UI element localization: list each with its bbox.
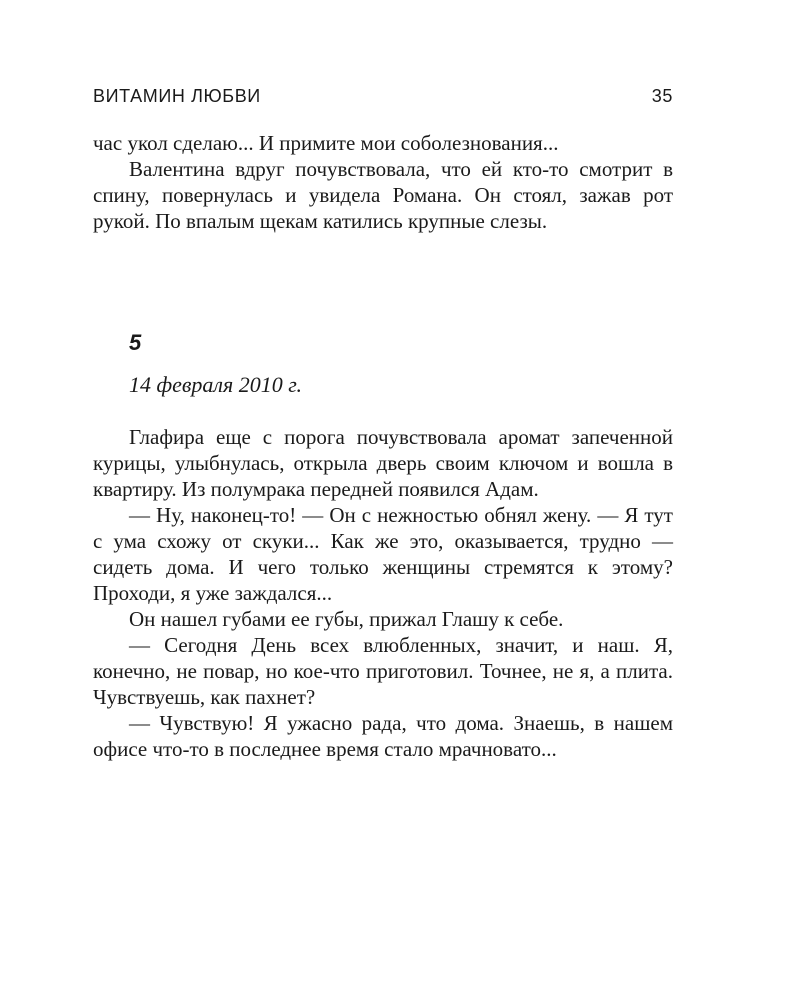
paragraph: Он нашел губами ее губы, прижал Глашу к себе. <box>129 607 564 631</box>
paragraph: Глафира еще с порога почувствовала аромат запеченной курицы, улыбнулась, открыла дверь своим ключом и вошла в квартиру. Из полумрака передней появился Адам. <box>93 425 673 501</box>
chapter-date: 14 февраля 2010 г. <box>129 372 303 397</box>
paragraph: час укол сделаю... И примите мои соболезнования... <box>93 131 559 155</box>
paragraph: — Чувствую! Я ужасно рада, что дома. Знаешь, в нашем офисе что-то в последнее время стало мрачновато... <box>93 711 673 761</box>
paragraph: Валентина вдруг почувствовала, что ей кто-то смотрит в спину, повернулась и увидела Романа. Он стоял, зажав рот рукой. По впалым щекам катились крупные слезы. <box>93 157 673 233</box>
page-number: 35 <box>651 86 673 106</box>
chapter-number: 5 <box>129 330 142 355</box>
paragraph: — Сегодня День всех влюбленных, значит, и наш. Я, конечно, не повар, но кое-что приготовил. Точнее, не я, а плита. Чувствуешь, как пахнет? <box>93 633 673 709</box>
text-block-bottom <box>93 424 673 762</box>
book-title: ВИТАМИН ЛЮБВИ <box>93 86 261 106</box>
paragraph: — Ну, наконец-то! — Он с нежностью обнял жену. — Я тут с ума схожу от скуки... Как же это, оказывается, трудно — сидеть дома. И чего только женщины стремятся к этому? Проходи, я уже заждался... <box>93 503 673 605</box>
text-block-top <box>93 130 673 234</box>
running-head <box>93 86 673 110</box>
